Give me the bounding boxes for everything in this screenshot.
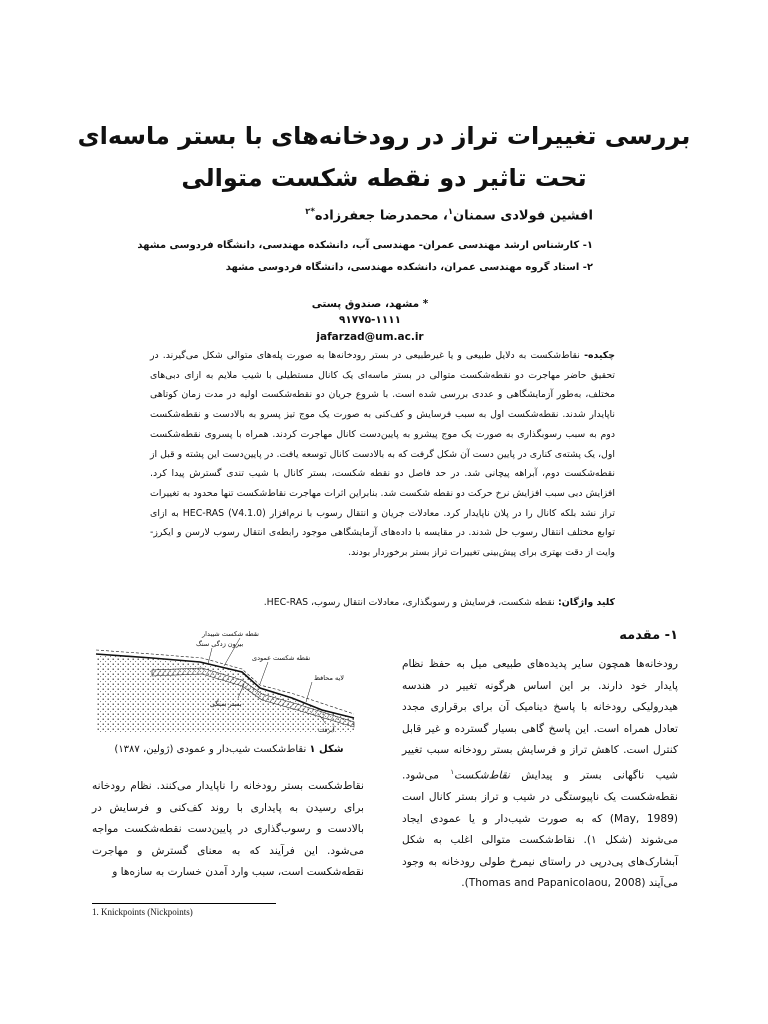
intro-text: رودخانه‌ها همچون سایر پدیده‌های طبیعی میل به حفظ نظام پایدار خود دارند. بر این اساس هرگونه تغییر در هندسه هیدرولیکی رودخانه با پاسخ دینامیک آن برای برقراری مجدد تعادل همراه است. این پاسخ گاهی بسیار گسترده و غیر قابل کنترل است. کاهش تراز و فرسایش بستر رودخانه سبب تغییر شیب ناگهانی بستر و پیدایش — [402, 658, 678, 782]
affiliation-marker: ۱ — [447, 206, 454, 216]
footnote: 1. Knickpoints (Nickpoints) — [92, 907, 193, 917]
label-rock-outcrop: بیرون زدگی سنگ — [196, 640, 244, 648]
label-alluvium: آبرفت — [318, 726, 335, 734]
affiliation-line: ۱- کارشناس ارشد مهندسی عمران- مهندسی آب، دانشکده مهندسی، دانشگاه فردوسی مشهد — [137, 240, 593, 251]
paper-title-line-1: بررسی تغییرات تراز در رودخانه‌های با بستر ماسه‌ای — [77, 122, 691, 150]
author-name: افشین فولادی سمنان — [453, 208, 593, 224]
author-separator: ، — [438, 208, 448, 224]
label-rock-bed: بستر سنگی — [210, 700, 242, 708]
postal-address: * مشهد، صندوق پستی ۱۱۱۱-۹۱۷۷۵ — [311, 298, 429, 327]
label-inclined-knickpoint: نقطه شکست شیبدار — [202, 630, 259, 638]
affiliation-marker: *۲ — [305, 206, 315, 216]
abstract-text: نقاط‌شکست به دلایل طبیعی و یا غیرطبیعی در بستر رودخانه‌ها به صورت پله‌های متوالی شکل می‌گیرند. در تحقیق حاضر مهاجرت دو نقطه‌شکست متوالی در بستر ماسه‌ای یک کانال مستطیلی با شیب ملایم به ازای دبی‌های مختلف، به‌طور آزمایشگاهی و عددی بررسی شده است. با شروع جریان دو نقطه‌شکست اولیه در مدت زمان کوتاهی ناپایدار شدند. نقطه‌شکست اول به سبب فرسایش و کف‌کنی به صورت یک موج تیز پسرو به بالادست و نقطه‌شکست دوم به سبب رسوبگذاری به صورت یک موج پیشرو به پایین‌دست کانال مهاجرت کردند. همراه با پسروی نقطه‌شکست اول، یک پشته‌ی کناری در پایین دست آن شکل گرفت که به بالادست کانال توسعه یافت. در پایین‌دست این پشته و قبل از نقطه‌شکست دوم، آبراهه پیچانی شد. در حد فاصل دو نقطه شکست، بستر کانال با شیب تندی گسترش پیدا کرد. افزایش دبی سبب افزایش نرخ حرکت دو نقطه شکست شد. بنابراین اثرات مهاجرت نقاط‌شکست تنها محدود به تغییرات تراز نشد بلکه کانال را در پلان ناپایدار کرد. معادلات جریان و انتقال رسوب با نرم‌افزار HEC-RAS (V4.1.0) به ازای توابع مختلف انتقال رسوب حل شدند. در مقایسه با داده‌های آزمایشگاهی موجود رابطه‌ی انتقال رسوب لارسن و ایکرز-وایت از دقت بهتری برای پیش‌بینی تغییرات تراز بستر برخوردار بودند. — [150, 350, 616, 559]
keywords — [150, 597, 615, 608]
keywords-label: کلید واژگان: — [554, 597, 615, 608]
corresponding-contact — [290, 296, 450, 345]
figure-caption — [92, 744, 366, 755]
intro-paragraph-right — [402, 654, 678, 895]
paper-title-line-2: تحت تاثیر دو نقطه شکست متوالی — [181, 164, 587, 192]
figure-knickpoints-diagram — [92, 628, 366, 736]
leader-line — [260, 662, 268, 684]
leader-line — [208, 648, 212, 664]
label-resistant-layer: لایه محافظ — [314, 674, 345, 682]
author-list — [305, 206, 593, 223]
keywords-text: نقطه شکست، فرسایش و رسوبگذاری، معادلات انتقال رسوب، HEC-RAS. — [263, 597, 555, 608]
abstract-label: چکیده- — [579, 350, 615, 361]
email-address: jafarzad@um.ac.ir — [316, 330, 424, 343]
section-heading: ۱- مقدمه — [619, 628, 678, 643]
intro-paragraph-left: نقاط‌شکست بستر رودخانه را ناپایدار می‌کنند. نظام رودخانه برای رسیدن به پایداری با روند کف‌کنی و فرسایش در بالادست و رسوب‌گذاری در پایین‌دست نقطه‌شکست مواجه می‌شود. این فرآیند که به معنای گسترش و مهاجرت نقطه‌شکست است، سبب وارد آمدن خسارت به سازه‌ها و — [92, 780, 364, 879]
label-vertical-knickpoint: نقطه شکست عمودی — [252, 654, 311, 662]
figure-caption-label: شکل ۱ — [309, 744, 344, 755]
intro-text: می‌شود. نقطه‌شکست یک ناپیوستگی در شیب و تراز بستر کانال است (May, 1989) که به صورت شیب‌دار و یا عمودی ایجاد می‌شوند (شکل ۱). نقاط‌شکست متوالی اغلب به شکل آبشارک‌های پی‌درپی در راستای نیمرخ طولی رودخانه به وجود می‌آیند (Thomas and Papanicolaou, 2008). — [402, 769, 678, 890]
knickpoint-sketch — [92, 628, 366, 736]
affiliation-line: ۲- استاد گروه مهندسی عمران، دانشکده مهندسی، دانشگاه فردوسی مشهد — [225, 262, 593, 273]
intro-italic-term: نقاط‌شکست — [454, 769, 510, 782]
footnote-marker: ۱ — [450, 767, 455, 776]
figure-caption-text: نقاط‌شکست شیب‌دار و عمودی (ژولین، ۱۳۸۷) — [114, 744, 310, 755]
author-name: محمدرضا جعفرزاده — [314, 208, 439, 224]
alluvium-mass — [96, 654, 354, 732]
abstract — [150, 346, 615, 563]
footnote-divider — [92, 903, 276, 904]
